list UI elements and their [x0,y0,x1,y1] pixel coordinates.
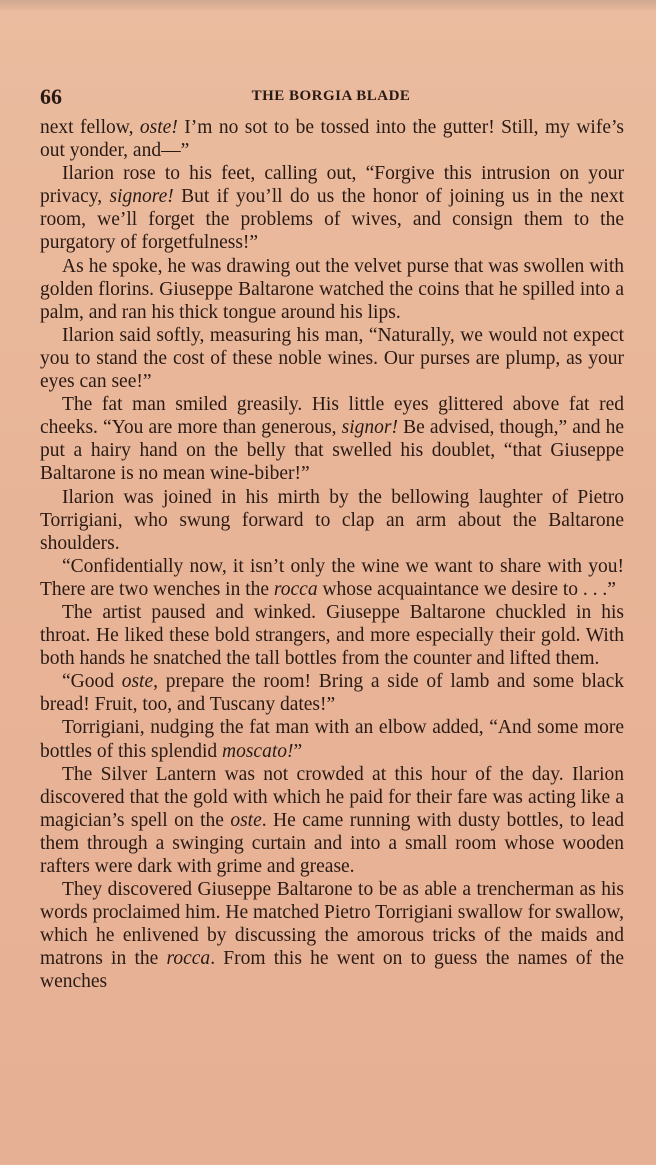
paragraph: The artist paused and winked. Giuseppe Baltarone chuckled in his throat. He liked these bold strangers, and more especially their gold. With both hands he snatched the tall bottles from the counter and lifted them. [40,601,624,670]
paragraph: As he spoke, he was drawing out the velvet purse that was swollen with golden florins. Giuseppe Baltarone watched the coins that he spilled into a palm, and ran his thick tongue around his lips. [40,255,624,323]
paragraph: Ilarion was joined in his mirth by the bellowing laughter of Pietro Torrigiani, who swung forward to clap an arm about the Baltarone shoulders. [40,486,624,554]
paragraph: next fellow, oste! I’m no sot to be tossed into the gutter! Still, my wife’s out yonder, and—” [40,117,625,162]
body-text [40,116,624,994]
paragraph: The Silver Lantern was not crowded at this hour of the day. Ilarion discovered that the gold with which he paid for their fare was acting like a magician’s spell on the oste. He came running with dusty bottles, to lead them through a swinging curtain and into a small room whose wooden rafters were dark with grime and grease. [40,763,624,877]
paragraph: They discovered Giuseppe Baltarone to be as able a trencherman as his words proclaimed him. He matched Pietro Torrigiani swallow for swallow, which he enlivened by discussing the amorous tricks of the maids and matrons in the rocca. From this he went on to guess the names of the wenches [40,879,624,993]
running-title: THE BORGIA BLADE [251,88,411,104]
page-top-edge [0,0,656,10]
paragraph: The fat man smiled greasily. His little eyes glittered above fat red cheeks. “You are more than generous, signor! Be advised, though,” and he put a hairy hand on the belly that swelled his doublet, “that Giuseppe Baltarone is no mean wine-biber!” [40,394,624,485]
paragraph: “Good oste, prepare the room! Bring a side of lamb and some black bread! Fruit, too, and Tuscany dates!” [40,671,624,716]
page-header [40,84,622,108]
paragraph: Torrigiani, nudging the fat man with an elbow added, “And some more bottles of this splendid moscato!” [40,717,624,762]
paragraph: Ilarion rose to his feet, calling out, “Forgive this intrusion on your privacy, signore! But if you’ll do us the honor of joining us in the next room, we’ll forget the problems of wives, and consign them to the purgatory of forgetfulness!” [40,163,624,254]
page-number: 66 [40,84,62,109]
paragraph: Ilarion said softly, measuring his man, “Naturally, we would not expect you to stand the cost of these noble wines. Our purses are plump, as your eyes can see!” [40,324,624,393]
paragraph: “Confidentially now, it isn’t only the wine we want to share with you! There are two wenches in the rocca whose acquaintance we desire to . . .” [40,555,624,600]
